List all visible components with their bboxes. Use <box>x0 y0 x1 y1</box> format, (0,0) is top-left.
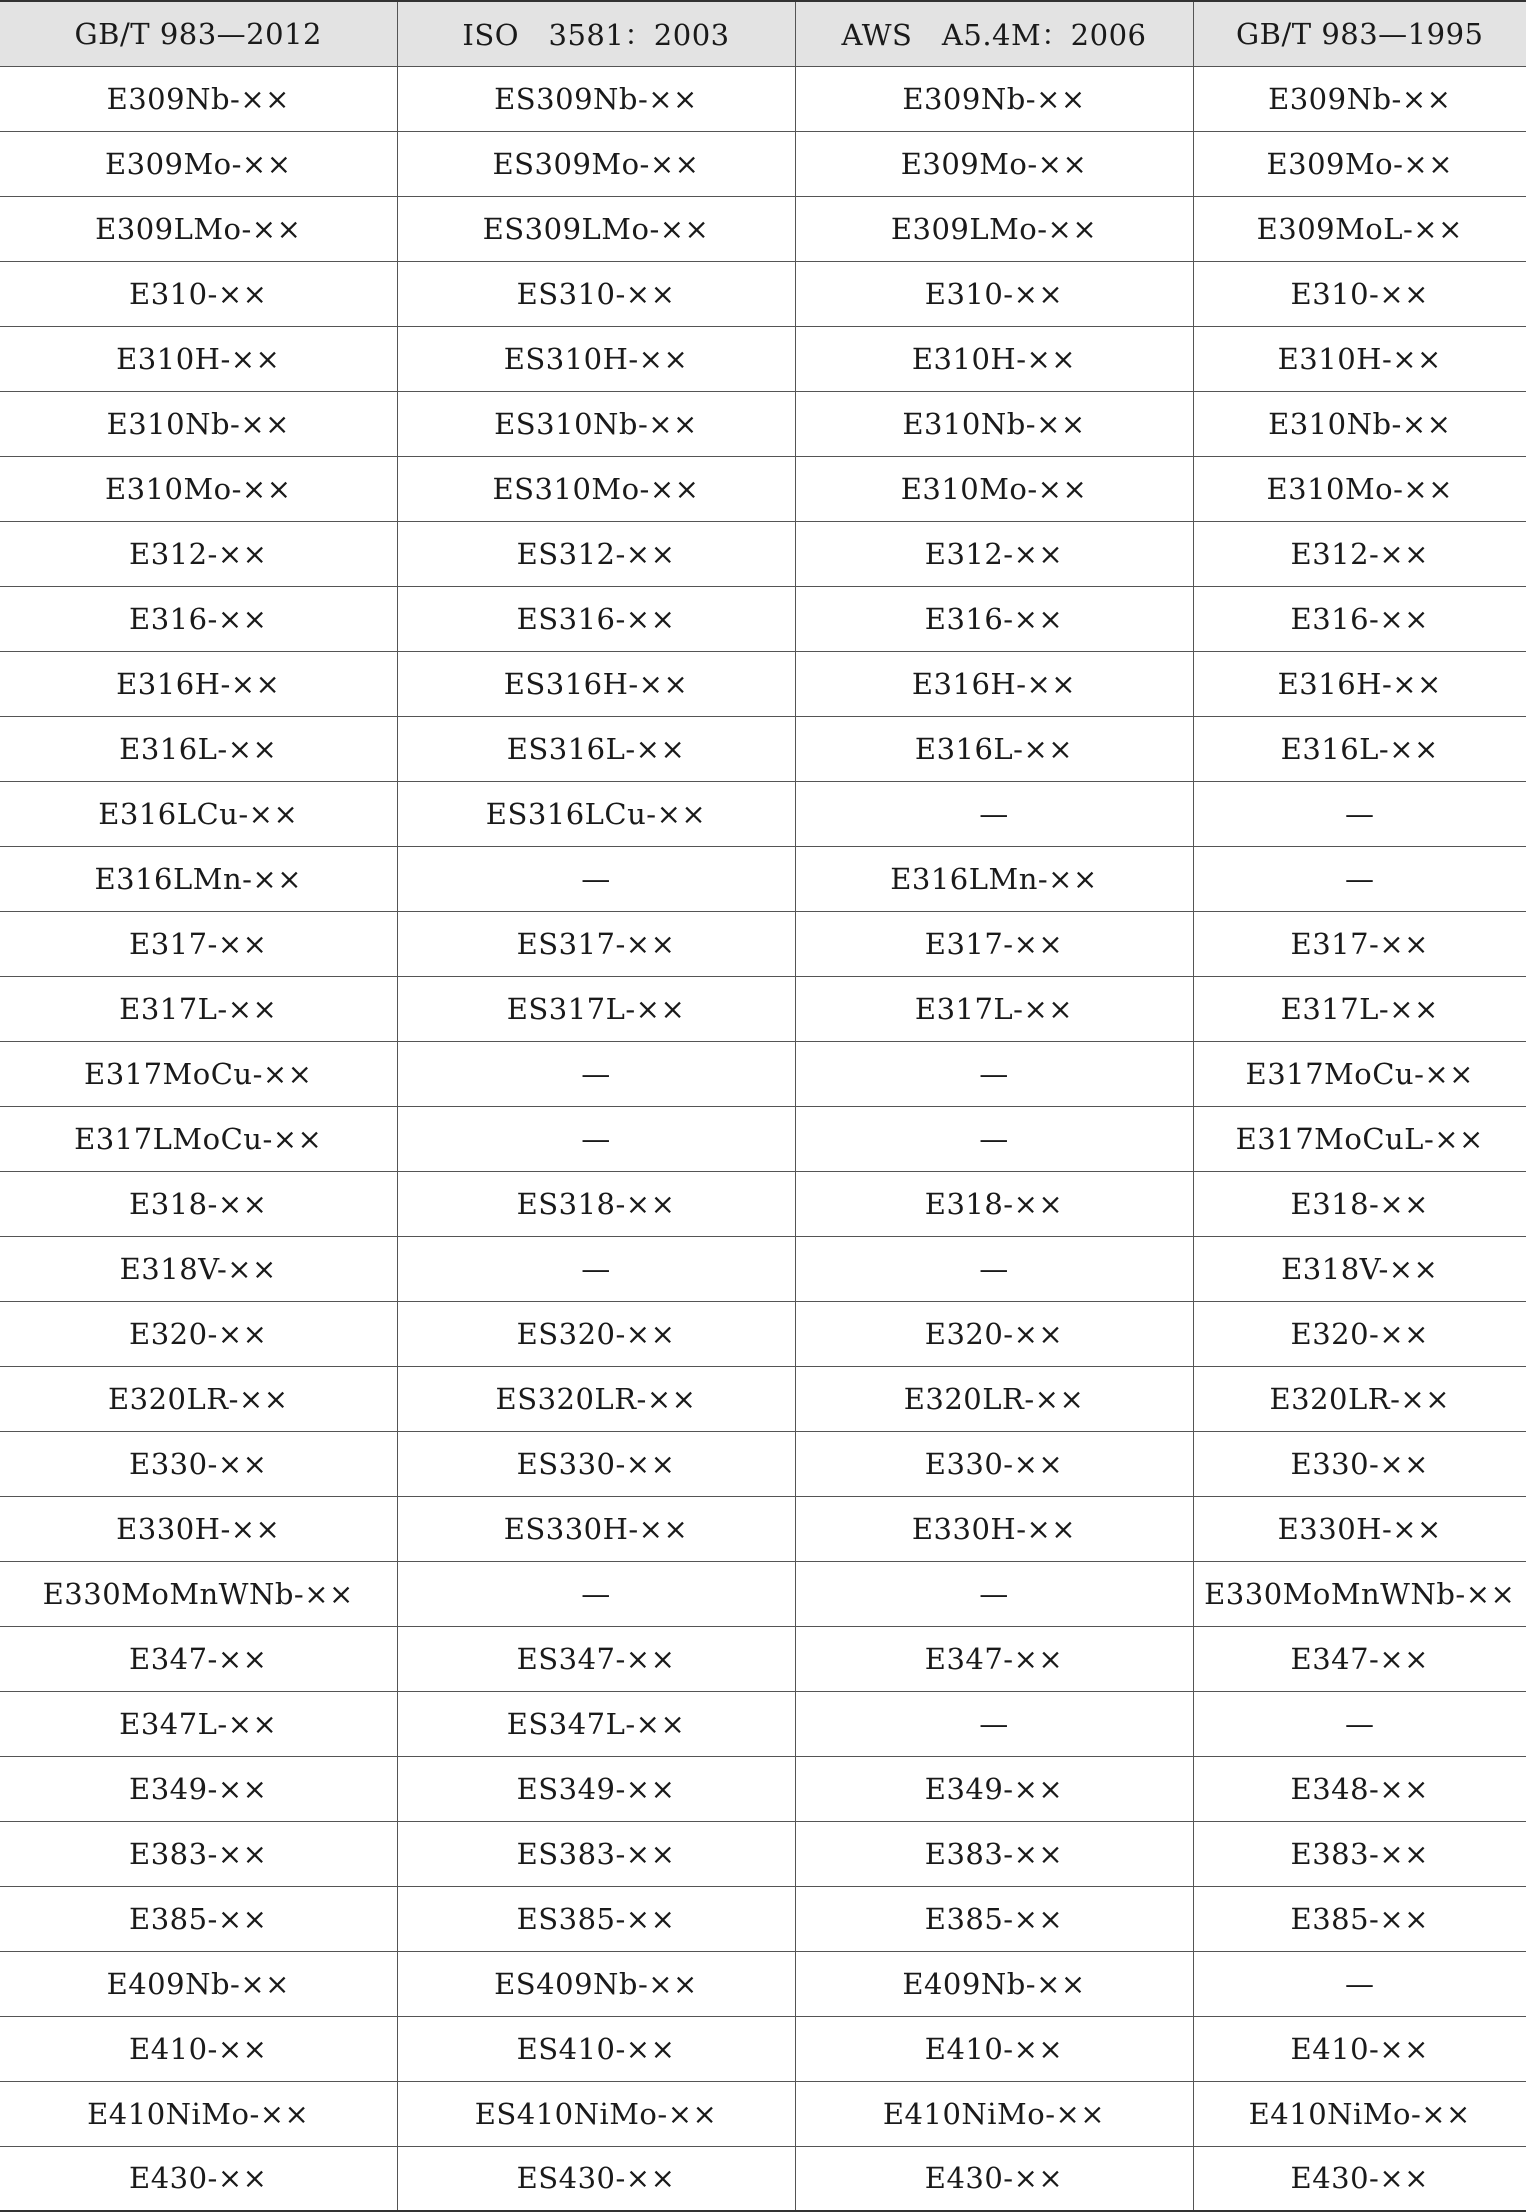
gbt-1995-cell: E330H-×× <box>1193 1496 1526 1561</box>
iso-3581-cell: ES430-×× <box>397 2146 795 2211</box>
aws-a54m-cell: — <box>795 1691 1193 1756</box>
aws-a54m-cell: — <box>795 1561 1193 1626</box>
iso-3581-cell: ES330H-×× <box>397 1496 795 1561</box>
iso-3581-cell: ES316-×× <box>397 586 795 651</box>
iso-3581-cell: ES349-×× <box>397 1756 795 1821</box>
header-aws-a5-4m-2006: AWS A5.4M：2006 <box>795 1 1193 66</box>
table-row <box>0 1756 1526 1821</box>
gbt-1995-cell: E309Nb-×× <box>1193 66 1526 131</box>
iso-3581-cell: ES320LR-×× <box>397 1366 795 1431</box>
iso-3581-cell: ES410-×× <box>397 2016 795 2081</box>
iso-3581-cell: ES383-×× <box>397 1821 795 1886</box>
iso-3581-cell: ES317L-×× <box>397 976 795 1041</box>
aws-a54m-cell: E410NiMo-×× <box>795 2081 1193 2146</box>
table-row <box>0 716 1526 781</box>
gbt-1995-cell: E310Nb-×× <box>1193 391 1526 456</box>
table-row <box>0 1236 1526 1301</box>
gbt-2012-cell: E349-×× <box>0 1756 397 1821</box>
aws-a54m-cell: E330H-×× <box>795 1496 1193 1561</box>
aws-a54m-cell: E310H-×× <box>795 326 1193 391</box>
gbt-1995-cell: E312-×× <box>1193 521 1526 586</box>
aws-a54m-cell: — <box>795 1106 1193 1171</box>
aws-a54m-cell: E312-×× <box>795 521 1193 586</box>
table-row <box>0 1301 1526 1366</box>
gbt-1995-cell: E317MoCuL-×× <box>1193 1106 1526 1171</box>
gbt-1995-cell: E317-×× <box>1193 911 1526 976</box>
gbt-1995-cell: E309Mo-×× <box>1193 131 1526 196</box>
table-row <box>0 326 1526 391</box>
gbt-2012-cell: E309Mo-×× <box>0 131 397 196</box>
gbt-2012-cell: E310H-×× <box>0 326 397 391</box>
gbt-2012-cell: E317-×× <box>0 911 397 976</box>
table-row <box>0 911 1526 976</box>
header-gbt-983-1995: GB/T 983—1995 <box>1193 1 1526 66</box>
gbt-1995-cell: E310H-×× <box>1193 326 1526 391</box>
iso-3581-cell: ES320-×× <box>397 1301 795 1366</box>
table-row <box>0 521 1526 586</box>
gbt-2012-cell: E410NiMo-×× <box>0 2081 397 2146</box>
aws-a54m-cell: E310-×× <box>795 261 1193 326</box>
gbt-2012-cell: E330-×× <box>0 1431 397 1496</box>
gbt-2012-cell: E310-×× <box>0 261 397 326</box>
table-row <box>0 2016 1526 2081</box>
aws-a54m-cell: — <box>795 1041 1193 1106</box>
aws-a54m-cell: — <box>795 1236 1193 1301</box>
iso-3581-cell: — <box>397 846 795 911</box>
gbt-1995-cell: E310-×× <box>1193 261 1526 326</box>
iso-3581-cell: ES409Nb-×× <box>397 1951 795 2016</box>
table-row <box>0 1041 1526 1106</box>
aws-a54m-cell: E320LR-×× <box>795 1366 1193 1431</box>
aws-a54m-cell: E409Nb-×× <box>795 1951 1193 2016</box>
table-row <box>0 2081 1526 2146</box>
table-row <box>0 1106 1526 1171</box>
iso-3581-cell: ES309Nb-×× <box>397 66 795 131</box>
gbt-2012-cell: E409Nb-×× <box>0 1951 397 2016</box>
table-row <box>0 391 1526 456</box>
gbt-2012-cell: E317L-×× <box>0 976 397 1041</box>
aws-a54m-cell: — <box>795 781 1193 846</box>
gbt-2012-cell: E316LMn-×× <box>0 846 397 911</box>
aws-a54m-cell: E385-×× <box>795 1886 1193 1951</box>
aws-a54m-cell: E309Nb-×× <box>795 66 1193 131</box>
header-gbt-983-2012: GB/T 983—2012 <box>0 1 397 66</box>
aws-a54m-cell: E309Mo-×× <box>795 131 1193 196</box>
iso-3581-cell: ES316LCu-×× <box>397 781 795 846</box>
gbt-2012-cell: E383-×× <box>0 1821 397 1886</box>
gbt-2012-cell: E385-×× <box>0 1886 397 1951</box>
gbt-1995-cell: E316L-×× <box>1193 716 1526 781</box>
gbt-2012-cell: E310Nb-×× <box>0 391 397 456</box>
iso-3581-cell: ES312-×× <box>397 521 795 586</box>
gbt-2012-cell: E347L-×× <box>0 1691 397 1756</box>
aws-a54m-cell: E316L-×× <box>795 716 1193 781</box>
gbt-1995-cell: E383-×× <box>1193 1821 1526 1886</box>
table-row <box>0 1886 1526 1951</box>
gbt-1995-cell: E330-×× <box>1193 1431 1526 1496</box>
table-row <box>0 586 1526 651</box>
table-row <box>0 1626 1526 1691</box>
iso-3581-cell: — <box>397 1041 795 1106</box>
aws-a54m-cell: E430-×× <box>795 2146 1193 2211</box>
aws-a54m-cell: E310Mo-×× <box>795 456 1193 521</box>
gbt-2012-cell: E316L-×× <box>0 716 397 781</box>
aws-a54m-cell: E349-×× <box>795 1756 1193 1821</box>
gbt-1995-cell: E348-×× <box>1193 1756 1526 1821</box>
gbt-1995-cell: — <box>1193 1691 1526 1756</box>
aws-a54m-cell: E330-×× <box>795 1431 1193 1496</box>
gbt-1995-cell: E385-×× <box>1193 1886 1526 1951</box>
table-row <box>0 1431 1526 1496</box>
table-row <box>0 1366 1526 1431</box>
aws-a54m-cell: E317-×× <box>795 911 1193 976</box>
aws-a54m-cell: E318-×× <box>795 1171 1193 1236</box>
table-row <box>0 781 1526 846</box>
gbt-1995-cell: — <box>1193 1951 1526 2016</box>
iso-3581-cell: ES309LMo-×× <box>397 196 795 261</box>
iso-3581-cell: ES330-×× <box>397 1431 795 1496</box>
gbt-1995-cell: E316H-×× <box>1193 651 1526 716</box>
iso-3581-cell: ES410NiMo-×× <box>397 2081 795 2146</box>
gbt-2012-cell: E317MoCu-×× <box>0 1041 397 1106</box>
table-row <box>0 66 1526 131</box>
iso-3581-cell: ES385-×× <box>397 1886 795 1951</box>
aws-a54m-cell: E410-×× <box>795 2016 1193 2081</box>
table-row <box>0 1171 1526 1236</box>
header-iso-3581-2003: ISO 3581：2003 <box>397 1 795 66</box>
gbt-2012-cell: E430-×× <box>0 2146 397 2211</box>
iso-3581-cell: ES310Nb-×× <box>397 391 795 456</box>
aws-a54m-cell: E310Nb-×× <box>795 391 1193 456</box>
gbt-2012-cell: E316-×× <box>0 586 397 651</box>
iso-3581-cell: ES310Mo-×× <box>397 456 795 521</box>
gbt-2012-cell: E330MoMnWNb-×× <box>0 1561 397 1626</box>
gbt-1995-cell: E310Mo-×× <box>1193 456 1526 521</box>
table-row <box>0 846 1526 911</box>
gbt-1995-cell: — <box>1193 781 1526 846</box>
table-row <box>0 1821 1526 1886</box>
gbt-2012-cell: E318-×× <box>0 1171 397 1236</box>
gbt-1995-cell: E317L-×× <box>1193 976 1526 1041</box>
gbt-1995-cell: E309MoL-×× <box>1193 196 1526 261</box>
gbt-1995-cell: E347-×× <box>1193 1626 1526 1691</box>
table-row <box>0 456 1526 521</box>
gbt-1995-cell: E316-×× <box>1193 586 1526 651</box>
table-row <box>0 2146 1526 2211</box>
iso-3581-cell: ES347L-×× <box>397 1691 795 1756</box>
header-row <box>0 1 1526 66</box>
gbt-2012-cell: E309Nb-×× <box>0 66 397 131</box>
table-row <box>0 196 1526 261</box>
table-row <box>0 976 1526 1041</box>
gbt-2012-cell: E410-×× <box>0 2016 397 2081</box>
table-row <box>0 131 1526 196</box>
gbt-2012-cell: E330H-×× <box>0 1496 397 1561</box>
aws-a54m-cell: E347-×× <box>795 1626 1193 1691</box>
gbt-2012-cell: E347-×× <box>0 1626 397 1691</box>
gbt-1995-cell: E318-×× <box>1193 1171 1526 1236</box>
table-row <box>0 1561 1526 1626</box>
gbt-2012-cell: E317LMoCu-×× <box>0 1106 397 1171</box>
gbt-2012-cell: E309LMo-×× <box>0 196 397 261</box>
gbt-1995-cell: E410NiMo-×× <box>1193 2081 1526 2146</box>
gbt-1995-cell: E320-×× <box>1193 1301 1526 1366</box>
table-row <box>0 1951 1526 2016</box>
gbt-1995-cell: E317MoCu-×× <box>1193 1041 1526 1106</box>
gbt-2012-cell: E310Mo-×× <box>0 456 397 521</box>
gbt-2012-cell: E320-×× <box>0 1301 397 1366</box>
iso-3581-cell: ES316H-×× <box>397 651 795 716</box>
aws-a54m-cell: E383-×× <box>795 1821 1193 1886</box>
aws-a54m-cell: E320-×× <box>795 1301 1193 1366</box>
iso-3581-cell: ES316L-×× <box>397 716 795 781</box>
gbt-2012-cell: E312-×× <box>0 521 397 586</box>
iso-3581-cell: — <box>397 1236 795 1301</box>
gbt-2012-cell: E316LCu-×× <box>0 781 397 846</box>
iso-3581-cell: ES310H-×× <box>397 326 795 391</box>
table-row <box>0 651 1526 716</box>
iso-3581-cell: ES318-×× <box>397 1171 795 1236</box>
aws-a54m-cell: E316-×× <box>795 586 1193 651</box>
aws-a54m-cell: E317L-×× <box>795 976 1193 1041</box>
gbt-1995-cell: E430-×× <box>1193 2146 1526 2211</box>
gbt-1995-cell: — <box>1193 846 1526 911</box>
table-row <box>0 1691 1526 1756</box>
table-row <box>0 261 1526 326</box>
iso-3581-cell: — <box>397 1561 795 1626</box>
iso-3581-cell: — <box>397 1106 795 1171</box>
gbt-1995-cell: E410-×× <box>1193 2016 1526 2081</box>
aws-a54m-cell: E316LMn-×× <box>795 846 1193 911</box>
iso-3581-cell: ES310-×× <box>397 261 795 326</box>
table-body <box>0 66 1526 2211</box>
gbt-2012-cell: E316H-×× <box>0 651 397 716</box>
table-header <box>0 1 1526 66</box>
aws-a54m-cell: E309LMo-×× <box>795 196 1193 261</box>
gbt-2012-cell: E320LR-×× <box>0 1366 397 1431</box>
gbt-1995-cell: E320LR-×× <box>1193 1366 1526 1431</box>
gbt-2012-cell: E318V-×× <box>0 1236 397 1301</box>
iso-3581-cell: ES317-×× <box>397 911 795 976</box>
gbt-1995-cell: E318V-×× <box>1193 1236 1526 1301</box>
iso-3581-cell: ES347-×× <box>397 1626 795 1691</box>
table-row <box>0 1496 1526 1561</box>
gbt-1995-cell: E330MoMnWNb-×× <box>1193 1561 1526 1626</box>
aws-a54m-cell: E316H-×× <box>795 651 1193 716</box>
iso-3581-cell: ES309Mo-×× <box>397 131 795 196</box>
